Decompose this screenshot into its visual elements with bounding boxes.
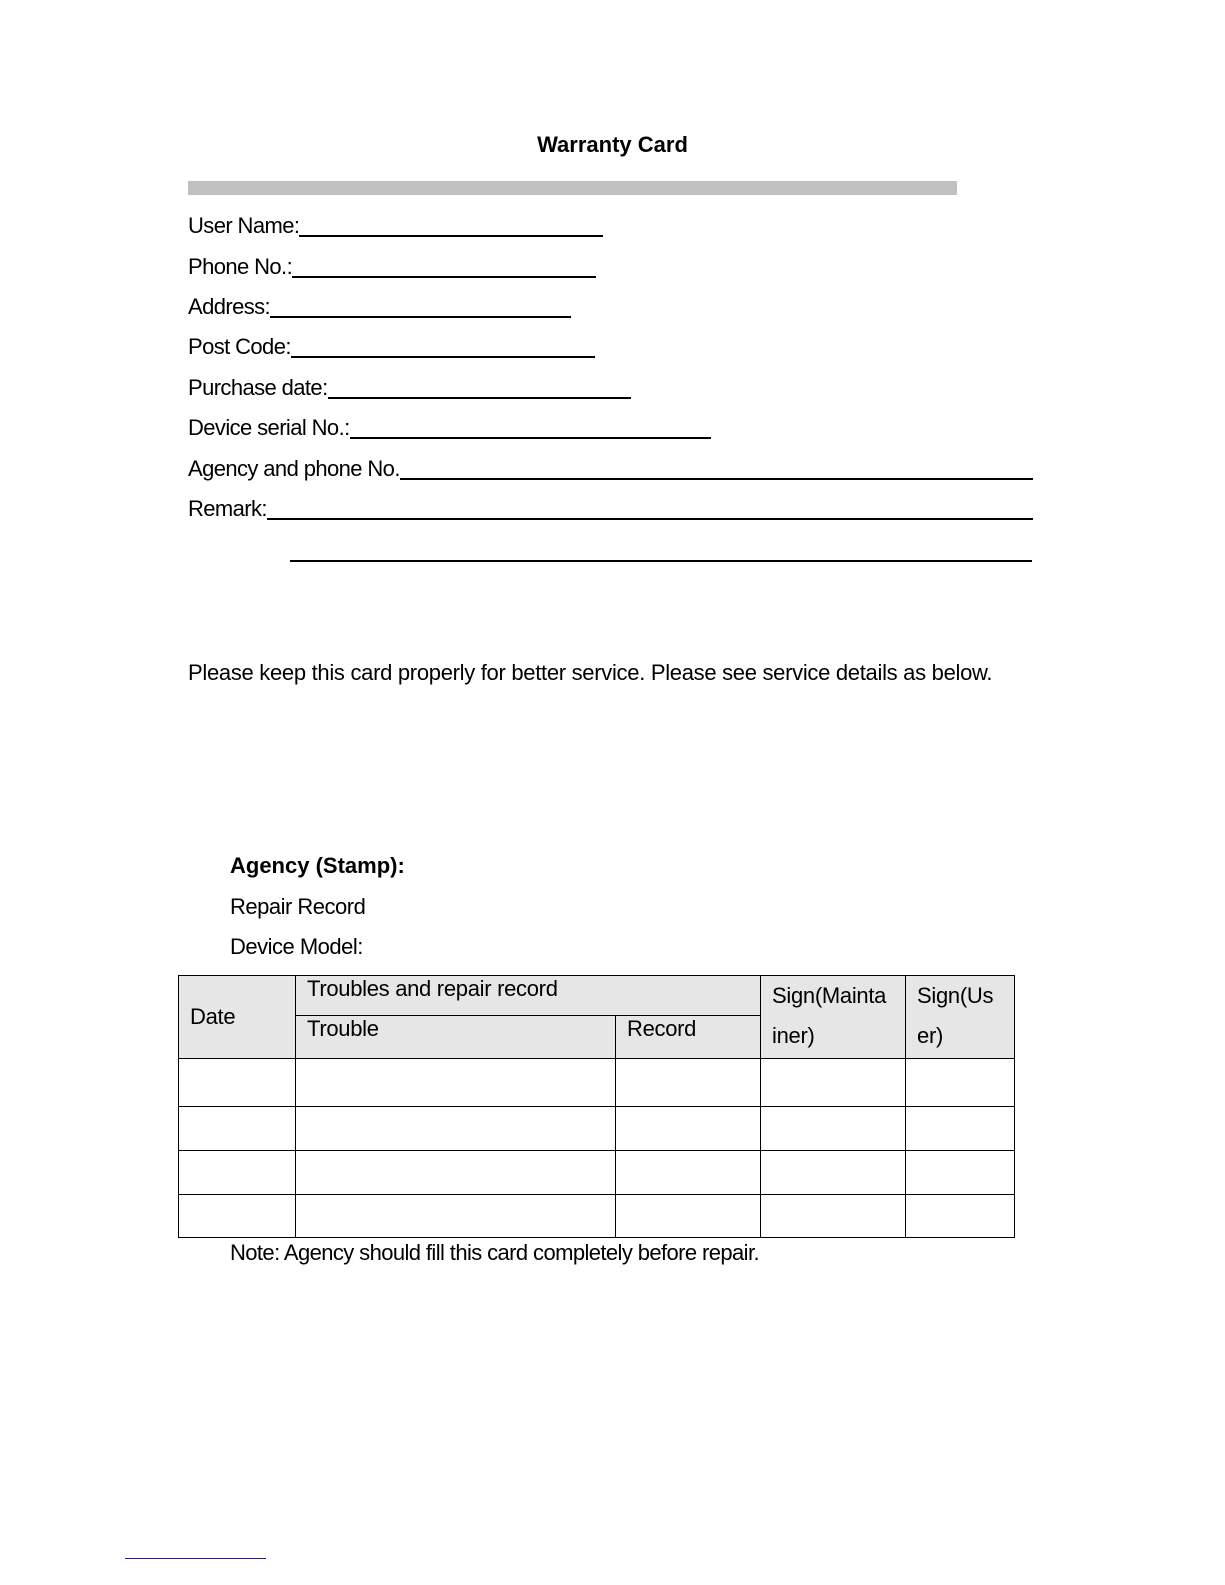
repair-record-table xyxy=(178,975,1015,1238)
purchase-date-field xyxy=(188,371,631,401)
table-cell[interactable] xyxy=(616,1059,761,1107)
remark-field xyxy=(188,492,1033,522)
table-cell[interactable] xyxy=(296,1059,616,1107)
phone-no-blank[interactable] xyxy=(292,254,596,278)
repair-record-label: Repair Record xyxy=(230,894,366,919)
sign-maintainer-line-2: iner) xyxy=(772,1023,815,1048)
device-serial-label: Device serial No.: xyxy=(188,415,350,440)
agency-stamp-heading: Agency (Stamp): xyxy=(230,853,405,878)
user-name-blank[interactable] xyxy=(299,213,603,237)
user-name-field xyxy=(188,209,603,239)
phone-no-label: Phone No.: xyxy=(188,254,293,279)
repair-note: Note: Agency should fill this card completely before repair. xyxy=(230,1240,759,1265)
service-notice: Please keep this card properly for better service. Please see service details as below. xyxy=(188,660,993,685)
remark-blank[interactable] xyxy=(267,496,1033,520)
remark-blank-line-2[interactable] xyxy=(290,560,1032,562)
agency-phone-label: Agency and phone No. xyxy=(188,456,400,481)
table-cell[interactable] xyxy=(296,1195,616,1238)
phone-no-field xyxy=(188,250,596,280)
remark-label: Remark: xyxy=(188,496,267,521)
post-code-blank[interactable] xyxy=(291,334,595,358)
table-cell[interactable] xyxy=(179,1151,296,1195)
table-cell[interactable] xyxy=(179,1059,296,1107)
table-cell[interactable] xyxy=(179,1107,296,1151)
table-row xyxy=(179,1107,1015,1151)
footer-link-underline xyxy=(125,1558,266,1559)
table-cell[interactable] xyxy=(906,1195,1015,1238)
date-header: Date xyxy=(179,976,296,1059)
page-title: Warranty Card xyxy=(537,132,688,157)
table-row xyxy=(179,1059,1015,1107)
device-model-label: Device Model: xyxy=(230,934,363,959)
trouble-header: Trouble xyxy=(296,1016,616,1059)
address-blank[interactable] xyxy=(270,294,571,318)
table-cell[interactable] xyxy=(616,1151,761,1195)
table-cell[interactable] xyxy=(616,1107,761,1151)
table-cell[interactable] xyxy=(296,1151,616,1195)
sign-maintainer-line-1: Sign(Mainta xyxy=(772,983,887,1008)
agency-phone-blank[interactable] xyxy=(400,456,1033,480)
table-cell[interactable] xyxy=(906,1151,1015,1195)
address-field xyxy=(188,290,571,320)
header-divider-bar xyxy=(188,181,957,195)
table-cell[interactable] xyxy=(906,1107,1015,1151)
table-cell[interactable] xyxy=(906,1059,1015,1107)
table-cell[interactable] xyxy=(616,1195,761,1238)
purchase-date-label: Purchase date: xyxy=(188,375,328,400)
table-cell[interactable] xyxy=(761,1107,906,1151)
sign-maintainer-header xyxy=(761,976,906,1059)
post-code-label: Post Code: xyxy=(188,334,291,359)
user-name-label: User Name: xyxy=(188,213,300,238)
purchase-date-blank[interactable] xyxy=(328,375,631,399)
table-cell[interactable] xyxy=(761,1195,906,1238)
table-cell[interactable] xyxy=(296,1107,616,1151)
sign-user-line-2: er) xyxy=(917,1023,944,1048)
table-row xyxy=(179,1151,1015,1195)
table-cell[interactable] xyxy=(761,1151,906,1195)
agency-phone-field xyxy=(188,452,1033,482)
post-code-field xyxy=(188,330,595,360)
table-cell[interactable] xyxy=(761,1059,906,1107)
sign-user-line-1: Sign(Us xyxy=(917,983,994,1008)
address-label: Address: xyxy=(188,294,271,319)
table-row xyxy=(179,1195,1015,1238)
table-header-row xyxy=(179,976,1015,1016)
sign-user-header xyxy=(906,976,1015,1059)
troubles-repair-header: Troubles and repair record xyxy=(296,976,761,1016)
table-cell[interactable] xyxy=(179,1195,296,1238)
device-serial-field xyxy=(188,411,711,441)
device-serial-blank[interactable] xyxy=(350,415,711,439)
record-header: Record xyxy=(616,1016,761,1059)
